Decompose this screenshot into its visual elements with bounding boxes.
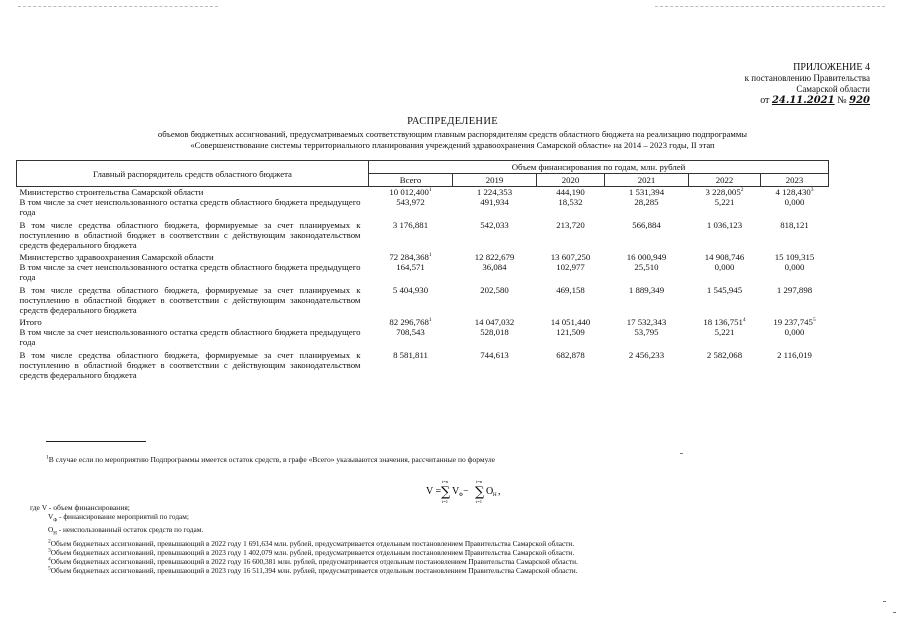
- formula-where: где V - объем финансирования;: [30, 503, 130, 512]
- value-text: 2 116,019: [777, 350, 812, 360]
- footnote-text: Объем бюджетных ассигнований, превышающий в 2022 году 1 691,634 млн. рублей, предусматривается отдельным постановлением Правительства Самарской области.: [50, 538, 575, 548]
- row-value: [761, 327, 829, 350]
- formula-end: ,: [498, 486, 501, 497]
- formula-sigma-2: ∑: [475, 485, 485, 500]
- table-row: [17, 252, 829, 262]
- row-value: [605, 197, 689, 220]
- vf-symbol: V: [48, 512, 54, 521]
- value-text: 14 051,440: [550, 317, 591, 327]
- row-value: [761, 262, 829, 285]
- row-value: [605, 187, 689, 198]
- row-value: [453, 317, 537, 327]
- footnote-text: Объем бюджетных ассигнований, превышающий в 2023 году 16 511,394 млн. рублей, предусматривается отдельным постановлением Правительства Самарской области.: [50, 565, 578, 575]
- value-text: 14 047,032: [474, 317, 515, 327]
- row-value: [689, 350, 761, 382]
- value-text: 1 545,945: [706, 285, 743, 295]
- row-name: Министерство строительства Самарской области: [19, 187, 204, 197]
- footnote-item: [48, 539, 578, 548]
- value-text: 469,158: [556, 285, 585, 295]
- value-text: 16 000,949: [626, 252, 667, 262]
- formula-term-o: O: [486, 486, 494, 497]
- header-year-column: 2022: [689, 174, 761, 187]
- footnote-1-text: В случае если по мероприятию Подпрограммы имеется остаток средств, в графе «Всего» указываются значения, рассчитанные по формуле: [48, 455, 496, 464]
- footnote-mark: 3: [48, 547, 51, 554]
- document-subtitle-2: «Совершенствование системы территориального планирования учреждений здравоохранения Самарской области» на 2014 – 2023 годы, II этап: [190, 140, 715, 150]
- footnote-mark: 4: [48, 556, 51, 563]
- value-text: 8 581,811: [393, 350, 428, 360]
- row-value: [689, 187, 761, 198]
- table-row: [17, 317, 829, 327]
- value-text: 708,543: [396, 327, 425, 337]
- value-text: 13 607,250: [550, 252, 591, 262]
- row-value: [369, 285, 453, 317]
- header-year-column: 2020: [537, 174, 605, 187]
- value-text: 491,934: [480, 197, 509, 207]
- row-value: [369, 327, 453, 350]
- row-value: [761, 252, 829, 262]
- row-name: В том числе за счет неиспользованного остатка средств областного бюджета предыдущего года: [19, 327, 361, 347]
- value-text: 72 284,368: [389, 252, 429, 262]
- table-row: [17, 285, 829, 317]
- row-value: [689, 197, 761, 220]
- formula-term-v: V: [452, 486, 460, 497]
- row-value: [537, 350, 605, 382]
- table-body: [17, 187, 829, 383]
- footnote-mark: 5: [48, 565, 51, 572]
- row-value: [369, 220, 453, 252]
- footnote-ref: 5: [812, 317, 816, 324]
- value-text: 542,033: [480, 220, 509, 230]
- scan-speck: [893, 612, 896, 613]
- value-text: 5,221: [714, 327, 735, 337]
- row-value: [537, 317, 605, 327]
- value-text: 2 456,233: [628, 350, 665, 360]
- value-text: 528,018: [480, 327, 509, 337]
- row-value: [761, 285, 829, 317]
- formula-sub-f: Ф: [459, 493, 463, 498]
- row-value: [369, 187, 453, 198]
- appendix-block: [690, 62, 870, 106]
- document-title: РАСПРЕДЕЛЕНИЕ: [407, 116, 498, 127]
- header-year-column: Всего: [369, 174, 453, 187]
- value-text: 682,878: [556, 350, 585, 360]
- formula-minus: −: [463, 486, 469, 497]
- row-value: [453, 262, 537, 285]
- footnote-1-mark: 1: [46, 454, 49, 461]
- value-text: 0,000: [784, 327, 805, 337]
- footnote-separator: [46, 441, 146, 442]
- value-text: 1 531,394: [628, 187, 665, 197]
- row-value: [453, 220, 537, 252]
- value-text: 3 228,005: [705, 187, 741, 197]
- value-text: 15 109,315: [774, 252, 815, 262]
- formula-sum2-top: i=n: [476, 479, 483, 484]
- row-name: В том числе средства областного бюджета, формируемые за счет планируемых к поступлению в областной бюджет в соответствии с действующим законодательством средств федерального бюджета: [19, 220, 361, 250]
- table-row: [17, 220, 829, 252]
- decree-date: 24.11.2021: [771, 95, 835, 106]
- row-value: [369, 262, 453, 285]
- decree-number: 920: [849, 95, 870, 106]
- footnote-item: [48, 566, 578, 575]
- footnote-text: Объем бюджетных ассигнований, превышающий в 2022 году 16 600,381 млн. рублей, предусматривается отдельным постановлением Правительства Самарской области.: [50, 556, 578, 566]
- value-text: 1 224,353: [476, 187, 513, 197]
- appendix-title: ПРИЛОЖЕНИЕ 4: [793, 62, 870, 73]
- footnotes-numbered: [48, 539, 578, 575]
- row-value: [369, 197, 453, 220]
- row-value: [689, 252, 761, 262]
- value-text: 25,510: [634, 262, 659, 272]
- value-text: 566,884: [632, 220, 661, 230]
- row-name: В том числе средства областного бюджета, формируемые за счет планируемых к поступлению в областной бюджет в соответствии с действующим законодательством средств федерального бюджета: [19, 350, 361, 380]
- row-value: [761, 350, 829, 382]
- value-text: 444,190: [556, 187, 585, 197]
- value-text: 28,285: [634, 197, 659, 207]
- row-value: [453, 350, 537, 382]
- value-text: 82 296,768: [389, 317, 429, 327]
- table-row: [17, 197, 829, 220]
- value-text: 543,972: [396, 197, 425, 207]
- scan-speck: [680, 453, 683, 454]
- value-text: 0,000: [714, 262, 735, 272]
- value-text: 744,613: [480, 350, 509, 360]
- header-year-column: 2019: [453, 174, 537, 187]
- value-text: 164,571: [396, 262, 425, 272]
- value-text: 818,121: [780, 220, 809, 230]
- row-value: [453, 197, 537, 220]
- row-value: [605, 262, 689, 285]
- row-name: В том числе средства областного бюджета, формируемые за счет планируемых к поступлению в областной бюджет в соответствии с действующим законодательством средств федерального бюджета: [19, 285, 361, 315]
- row-value: [453, 187, 537, 198]
- header-year-column: 2023: [761, 174, 829, 187]
- vf-text: - финансирование мероприятий по годам;: [59, 512, 189, 521]
- definition-vf: [48, 512, 578, 525]
- value-text: 36,084: [482, 262, 507, 272]
- row-value: [537, 262, 605, 285]
- appendix-line-2: к постановлению Правительства: [744, 73, 870, 83]
- value-text: 12 822,679: [474, 252, 515, 262]
- table-row: [17, 187, 829, 198]
- row-name: Министерство здравоохранения Самарской области: [19, 252, 214, 262]
- table-row: [17, 350, 829, 382]
- row-name: В том числе за счет неиспользованного остатка средств областного бюджета предыдущего года: [19, 262, 361, 282]
- row-value: [689, 285, 761, 317]
- value-text: 202,580: [480, 285, 509, 295]
- formula-sum1-top: i=n: [442, 479, 449, 484]
- formula-sum1-bottom: i=1: [442, 499, 449, 504]
- row-value: [605, 350, 689, 382]
- footnote-ref: 1: [428, 317, 432, 324]
- scan-top-line-right: [655, 6, 885, 7]
- footnote-ref: 4: [742, 317, 746, 324]
- row-value: [605, 220, 689, 252]
- footnote-ref: 2: [740, 187, 744, 194]
- value-text: 17 532,343: [626, 317, 667, 327]
- header-year-column: 2021: [605, 174, 689, 187]
- scan-top-line-left: [18, 6, 218, 7]
- row-value: [761, 220, 829, 252]
- row-value: [369, 252, 453, 262]
- value-text: 53,795: [634, 327, 659, 337]
- value-text: 19 237,745: [773, 317, 813, 327]
- value-text: 121,509: [556, 327, 585, 337]
- row-value: [761, 187, 829, 198]
- appendix-line-3: Самарской области: [796, 84, 870, 94]
- value-text: 4 128,430: [775, 187, 811, 197]
- table-row: [17, 262, 829, 285]
- value-text: 213,720: [556, 220, 585, 230]
- row-value: [761, 197, 829, 220]
- funding-table: [16, 160, 829, 382]
- value-text: 5,221: [714, 197, 735, 207]
- row-value: [537, 327, 605, 350]
- footnote-item: [48, 548, 578, 557]
- document-subtitle-1: объемов бюджетных ассигнований, предусматриваемых соответствующим главным распорядителям средств областного бюджета на реализацию подпрограммы: [157, 129, 748, 139]
- footnote-mark: 2: [48, 538, 51, 545]
- from-label: от: [760, 95, 770, 106]
- value-text: 3 176,881: [392, 220, 429, 230]
- value-text: 2 582,068: [706, 350, 743, 360]
- row-value: [605, 285, 689, 317]
- value-text: 1 036,123: [706, 220, 743, 230]
- row-value: [453, 252, 537, 262]
- appendix-signature-line: [690, 95, 870, 106]
- number-label: №: [837, 95, 847, 106]
- value-text: 102,977: [556, 262, 585, 272]
- footnote-1: [46, 455, 495, 464]
- value-text: 14 908,746: [704, 252, 745, 262]
- row-value: [537, 197, 605, 220]
- footnotes-list: [48, 512, 578, 575]
- row-value: [537, 220, 605, 252]
- formula-lhs: V =: [426, 486, 442, 497]
- header-funding-group: Объем финансирования по годам, млн. рублей: [369, 161, 829, 174]
- table-row: [17, 327, 829, 350]
- row-value: [689, 327, 761, 350]
- value-text: 1 889,349: [628, 285, 665, 295]
- row-value: [453, 327, 537, 350]
- row-value: [689, 262, 761, 285]
- definition-on: [48, 525, 578, 538]
- value-text: 10 012,400: [389, 187, 429, 197]
- value-text: 1 297,898: [776, 285, 813, 295]
- row-value: [605, 327, 689, 350]
- row-value: [537, 187, 605, 198]
- value-text: 0,000: [784, 197, 805, 207]
- value-text: 5 404,930: [392, 285, 429, 295]
- row-value: [605, 252, 689, 262]
- row-value: [689, 220, 761, 252]
- vf-subscript: Ф: [53, 518, 58, 524]
- formula-sum2-bottom: i=1: [476, 499, 483, 504]
- row-value: [453, 285, 537, 317]
- formula-sub-n: Н: [493, 493, 497, 498]
- row-value: [689, 317, 761, 327]
- row-value: [537, 252, 605, 262]
- footnote-ref: 3: [810, 187, 814, 194]
- on-symbol: O: [48, 525, 54, 535]
- footnote-item: [48, 557, 578, 566]
- value-text: 0,000: [784, 262, 805, 272]
- value-text: 18 136,751: [703, 317, 743, 327]
- on-text: - неиспользованный остаток средств по годам.: [58, 525, 204, 535]
- row-value: [369, 350, 453, 382]
- scan-speck: [883, 601, 886, 602]
- row-value: [605, 317, 689, 327]
- row-value: [537, 285, 605, 317]
- row-name: Итого: [19, 317, 42, 327]
- footnote-text: Объем бюджетных ассигнований, превышающий в 2023 году 1 402,079 млн. рублей, предусматривается отдельным постановлением Правительства Самарской области.: [50, 547, 575, 557]
- formula-sigma-1: ∑: [441, 485, 451, 500]
- formula: [426, 474, 526, 508]
- row-name: В том числе за счет неиспользованного остатка средств областного бюджета предыдущего года: [19, 197, 361, 217]
- value-text: 18,532: [558, 197, 583, 207]
- footnote-ref: 1: [428, 252, 432, 259]
- on-subscript: Н: [53, 531, 57, 537]
- row-value: [369, 317, 453, 327]
- header-main-column: Главный распорядитель средств областного бюджета: [17, 161, 369, 187]
- footnote-ref: 1: [428, 187, 432, 194]
- row-value: [761, 317, 829, 327]
